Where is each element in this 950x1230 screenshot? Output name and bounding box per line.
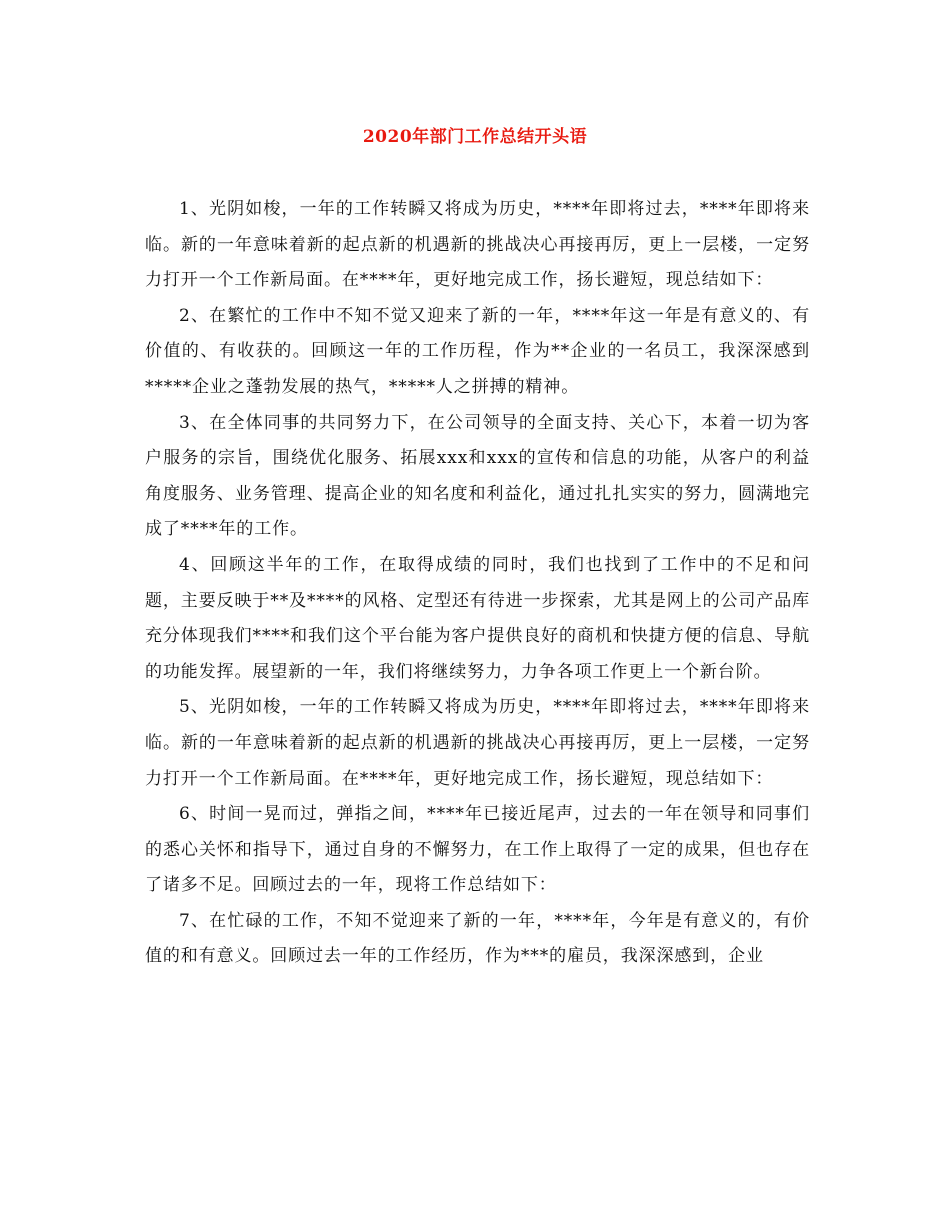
document-title: 2020年部门工作总结开头语 (362, 127, 588, 147)
paragraph-7: 7、在忙碌的工作，不知不觉迎来了新的一年，****年，今年是有意义的，有价值的和有意义。回顾过去一年的工作经历，作为***的雇员，我深深感到，企业 (145, 910, 810, 967)
paragraph-4: 4、回顾这半年的工作，在取得成绩的同时，我们也找到了工作中的不足和问题，主要反映于**及****的风格、定型还有待进一步探索，尤其是网上的公司产品库充分体现我们****和我们这个平台能为客户提供良好的商机和快捷方便的信息、导航的功能发挥。展望新的一年，我们将继续努力，力争各项工作更上一个新台阶。 (145, 554, 810, 682)
paragraph-5: 5、光阴如梭，一年的工作转瞬又将成为历史，****年即将过去，****年即将来临。新的一年意味着新的起点新的机遇新的挑战决心再接再厉，更上一层楼，一定努力打开一个工作新局面。在****年，更好地完成工作，扬长避短，现总结如下： (145, 697, 810, 789)
document-body (145, 192, 810, 975)
paragraph-1: 1、光阴如梭，一年的工作转瞬又将成为历史，****年即将过去，****年即将来临。新的一年意味着新的起点新的机遇新的挑战决心再接再厉，更上一层楼，一定努力打开一个工作新局面。在****年，更好地完成工作，扬长避短，现总结如下： (145, 199, 810, 291)
paragraph-3: 3、在全体同事的共同努力下，在公司领导的全面支持、关心下，本着一切为客户服务的宗旨，围绕优化服务、拓展xxx和xxx的宣传和信息的功能，从客户的利益角度服务、业务管理、提高企业的知名度和利益化，通过扎扎实实的努力，圆满地完成了****年的工作。 (145, 412, 810, 540)
paragraph-6: 6、时间一晃而过，弹指之间，****年已接近尾声，过去的一年在领导和同事们的悉心关怀和指导下，通过自身的不懈努力，在工作上取得了一定的成果，但也存在了诸多不足。回顾过去的一年，现将工作总结如下： (145, 804, 810, 896)
paragraph-2: 2、在繁忙的工作中不知不觉又迎来了新的一年，****年这一年是有意义的、有价值的、有收获的。回顾这一年的工作历程，作为**企业的一名员工，我深深感到*****企业之蓬勃发展的热气，*****人之拼搏的精神。 (145, 305, 810, 397)
